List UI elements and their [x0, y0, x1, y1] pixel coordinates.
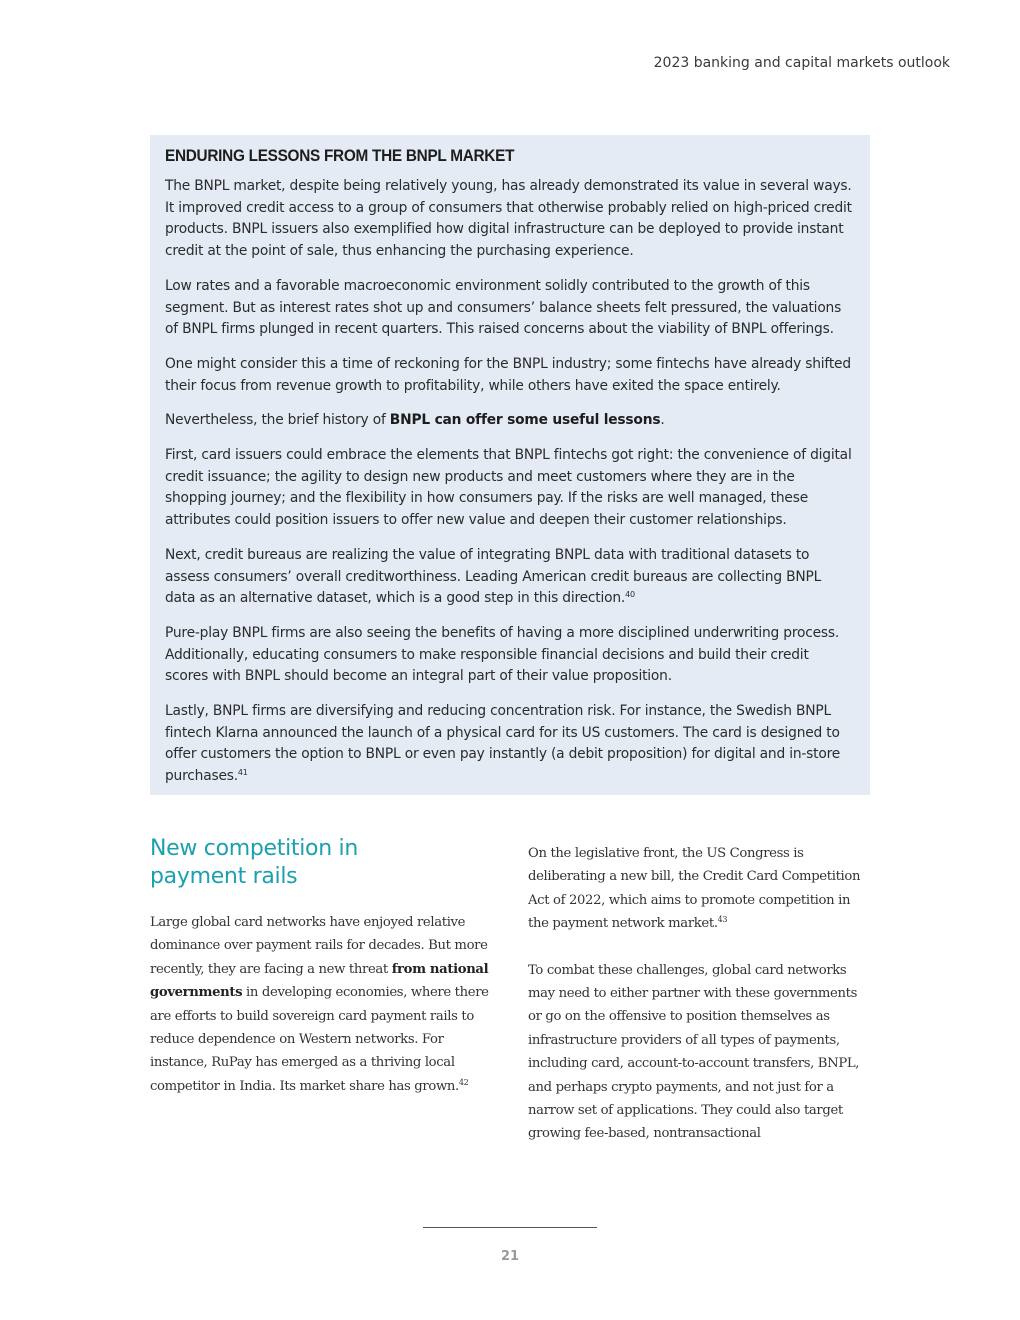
- sidebar-p4-post: .: [660, 412, 665, 429]
- right-paragraph-1: [528, 842, 873, 936]
- footer-divider: [423, 1227, 597, 1228]
- footnote-ref-41[interactable]: 41: [237, 768, 248, 778]
- section-heading: [150, 835, 495, 891]
- sidebar-p6-text: Next, credit bureaus are realizing the value of integrating BNPL data with traditional datasets to assess consumers’ overall creditworthiness. Leading American credit bureaus are collecting BNPL data as an alternative dataset, which is a good step in this direction.: [165, 546, 822, 607]
- sidebar-paragraph-3: One might consider this a time of reckoning for the BNPL industry; some fintechs have already shifted their focus from revenue growth to profitability, while others have exited the space entirely.: [165, 355, 851, 394]
- sidebar-paragraph-4: [165, 410, 854, 432]
- page-number: 21: [500, 1249, 520, 1264]
- sidebar-paragraph-8: [165, 701, 854, 788]
- left-paragraph: [150, 911, 495, 1098]
- right-column: [528, 842, 873, 1169]
- left-p-post: in developing economies, where there are efforts to build sovereign card payment rails to reduce dependence on Western networks. For instance, RuPay has emerged as a thriving local competitor in India. Its market share has grown.: [150, 985, 489, 1094]
- left-p-pre: Large global card networks have enjoyed relative dominance over payment rails for decades. But more recently, they are facing a new threat: [150, 915, 488, 977]
- sidebar-p8-text: Lastly, BNPL firms are diversifying and reducing concentration risk. For instance, the Swedish BNPL fintech Klarna announced the launch of a physical card for its US customers. The card is designed to offer customers the option to BNPL or even pay instantly (a debit proposition) for digital and in-store purchases.: [165, 703, 841, 785]
- sidebar-paragraph-6: [165, 545, 854, 610]
- running-header: 2023 banking and capital markets outlook: [653, 55, 950, 71]
- sidebar-title: ENDURING LESSONS FROM THE BNPL MARKET: [165, 147, 515, 165]
- right-paragraph-2: To combat these challenges, global card networks may need to either partner with these governments or go on the offensive to position themselves as infrastructure providers of all types of payments, including card, account-to-account transfers, BNPL, and perhaps crypto payments, and not just for a narrow set of applications. They could also target growing fee-based, nontransactional: [528, 962, 860, 1142]
- footnote-ref-42[interactable]: 42: [458, 1077, 469, 1087]
- sidebar-paragraph-2: Low rates and a favorable macroeconomic environment solidly contributed to the growth of this segment. But as interest rates shot up and consumers’ balance sheets felt pressured, the valuations of BNPL firms plunged in recent quarters. This raised concerns about the viability of BNPL offerings.: [165, 277, 842, 338]
- section-heading-line-1: New competition in: [150, 836, 358, 861]
- right-p1-text: On the legislative front, the US Congress is deliberating a new bill, the Credit Card Competition Act of 2022, which aims to promote competition in the payment network market.: [528, 846, 861, 932]
- section-heading-line-2: payment rails: [150, 864, 298, 889]
- sidebar-p4-pre: Nevertheless, the brief history of: [165, 412, 390, 429]
- footnote-ref-43[interactable]: 43: [717, 915, 728, 925]
- sidebar-paragraph-7: Pure-play BNPL firms are also seeing the benefits of having a more disciplined underwriting process. Additionally, educating consumers to make responsible financial decisions and build their credit scores with BNPL should become an integral part of their value proposition.: [165, 624, 840, 685]
- left-p-bold: from national governments: [150, 961, 489, 1001]
- sidebar-paragraph-1: The BNPL market, despite being relatively young, has already demonstrated its value in several ways. It improved credit access to a group of consumers that otherwise probably relied on high-priced credit products. BNPL issuers also exemplified how digital infrastructure can be deployed to provide instant credit at the point of sale, thus enhancing the purchasing experience.: [165, 178, 852, 260]
- sidebar-paragraph-5: First, card issuers could embrace the elements that BNPL fintechs got right: the convenience of digital credit issuance; the agility to design new products and meet customers where they are in the shopping journey; and the flexibility in how consumers pay. If the risks are well managed, these attributes could position issuers to offer new value and deepen their customer relationships.: [165, 447, 852, 529]
- footnote-ref-40[interactable]: 40: [625, 590, 635, 600]
- sidebar-box: [150, 135, 870, 795]
- sidebar-p4-bold: BNPL can offer some useful lessons: [389, 412, 661, 429]
- left-column: [150, 835, 495, 1121]
